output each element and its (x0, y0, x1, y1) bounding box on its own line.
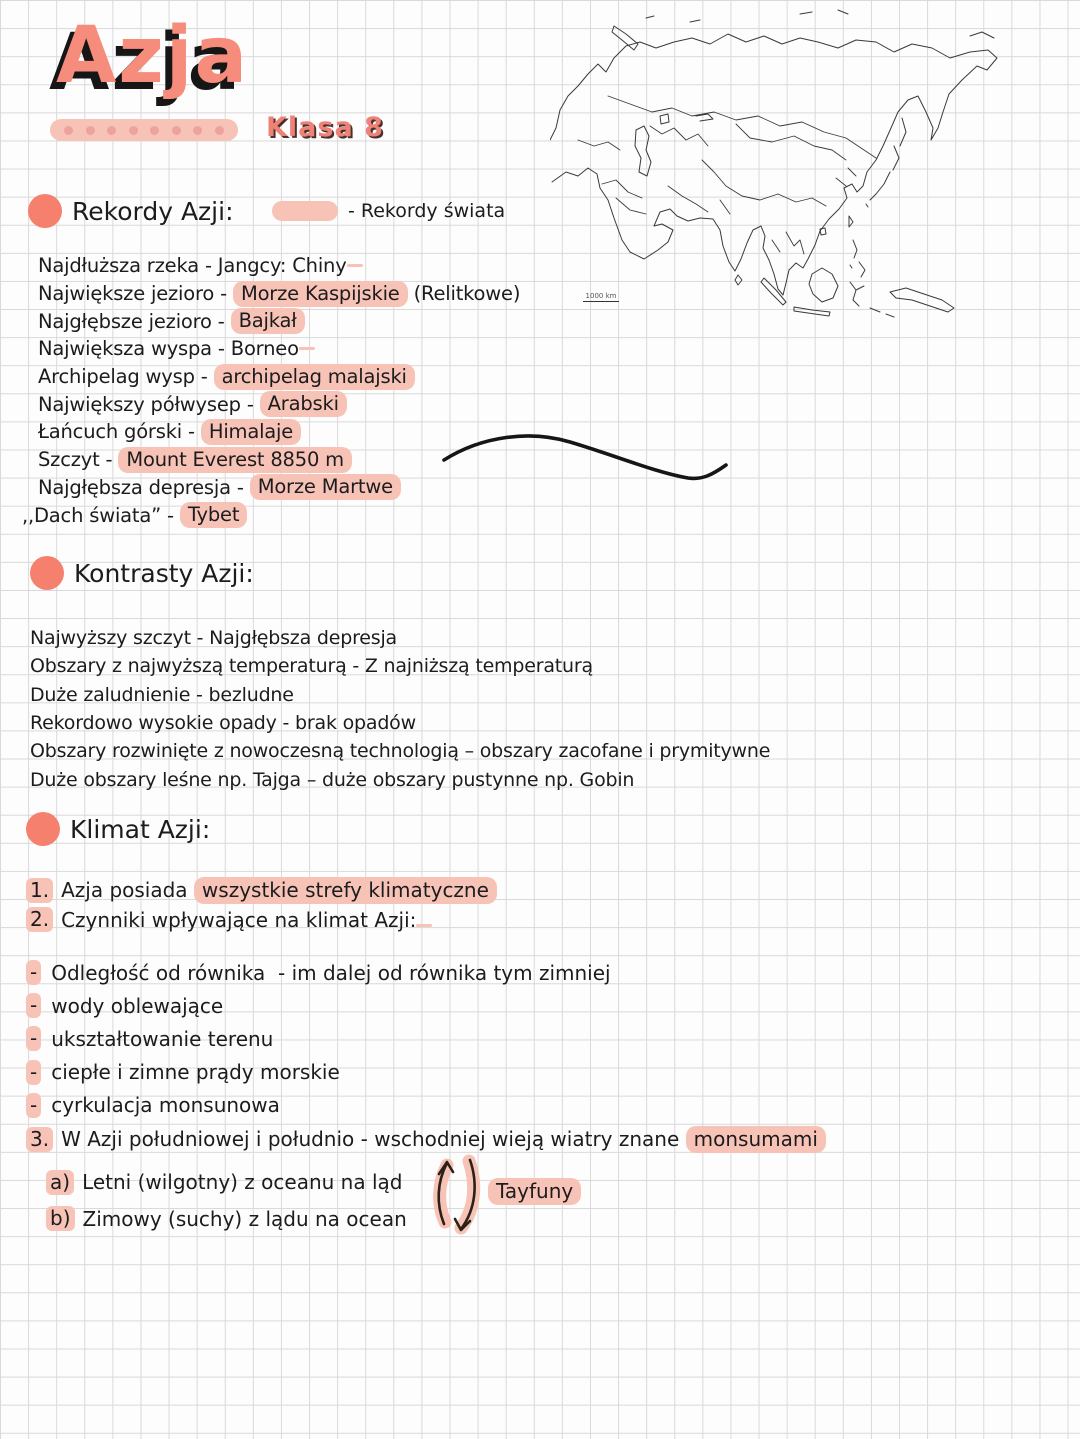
map-scale (583, 292, 619, 302)
list-item: - Odległość od równika - im dalej od równika tym zimniej (26, 956, 611, 989)
wavy-line-doodle (438, 428, 734, 484)
dash-bullet: - (26, 1093, 41, 1118)
climate-factors-list (26, 956, 611, 1122)
dash-bullet: - (26, 993, 41, 1018)
dotted-divider (50, 119, 238, 141)
climate-numbered-list (26, 876, 497, 934)
asia-outline-map (550, 0, 1080, 322)
divider-dot (86, 126, 95, 135)
page-title: Azja (56, 11, 250, 101)
item-number: 3. (26, 1127, 53, 1152)
map-scale-bar (583, 301, 619, 302)
highlighted-term: archipelag malajski (214, 364, 415, 390)
item-letter: a) (46, 1170, 74, 1195)
climate-point-3: 3. W Azji południowej i południo - wschodniej wieją wiatry znane monsumami (26, 1126, 826, 1153)
list-item: Łańcuch górski - Himalaje (38, 418, 520, 446)
highlighted-term (416, 924, 432, 927)
section-header-rekordy (28, 194, 234, 228)
highlighted-term (347, 264, 363, 267)
highlighted-term: Morze Kaspijskie (233, 281, 408, 307)
section-title: Rekordy Azji: (72, 196, 234, 226)
highlighted-term: Himalaje (201, 419, 301, 445)
list-item: Największa wyspa - Borneo (38, 335, 520, 363)
list-item: Najgłębsza depresja - Morze Martwe (38, 474, 520, 502)
list-item: Największy półwysep - Arabski (38, 390, 520, 418)
list-item: Obszary rozwinięte z nowoczesną technologią – obszary zacofane i prymitywne (30, 740, 771, 763)
list-item: Archipelag wysp - archipelag malajski (38, 363, 520, 391)
list-item: Szczyt - Mount Everest 8850 m (38, 446, 520, 474)
contrasts-list (30, 624, 770, 794)
section-bullet-icon (26, 812, 60, 846)
map-scale-label: 1000 km (585, 292, 617, 300)
list-item: - wody oblewające (26, 989, 611, 1022)
list-item: Rekordowo wysokie opady - brak opadów (30, 712, 416, 735)
list-item: Duże obszary leśne np. Tajga – duże obszary pustynne np. Gobin (30, 768, 635, 791)
list-item: a) Letni (wilgotny) z oceanu na ląd (46, 1164, 407, 1201)
divider-dot (129, 126, 138, 135)
divider-dot (64, 126, 73, 135)
dash-bullet: - (26, 960, 41, 985)
highlighted-term: Morze Martwe (250, 474, 401, 500)
divider-dot (172, 126, 181, 135)
dash-bullet: - (26, 1060, 41, 1085)
item-number: 2. (26, 907, 53, 932)
records-list (22, 252, 521, 529)
legend-rekordy-swiata (272, 200, 505, 222)
list-item: Duże zaludnienie - bezludne (30, 683, 294, 706)
highlighted-term: Arabski (260, 391, 347, 417)
highlighted-term: Mount Everest 8850 m (118, 447, 352, 473)
list-item: Najwyższy szczyt - Najgłębsza depresja (30, 627, 397, 650)
page-subtitle: Klasa 8 (266, 112, 384, 143)
highlighted-term: Tybet (180, 502, 247, 528)
asia-coastline (550, 34, 997, 295)
highlighted-term (299, 347, 315, 350)
curved-arrows-icon (428, 1152, 490, 1238)
divider-dot (107, 126, 116, 135)
divider-dot (215, 126, 224, 135)
highlighted-term: Tayfuny (488, 1178, 581, 1205)
list-item: b) Zimowy (suchy) z lądu na ocean (46, 1201, 407, 1238)
list-item: ,,Dach świata” - Tybet (22, 501, 520, 529)
highlight-swatch-icon (272, 201, 338, 221)
typhoon-label (488, 1178, 581, 1205)
highlighted-term: Bajkał (231, 308, 305, 334)
list-item: Najdłuższa rzeka - Jangcy: Chiny (38, 252, 520, 280)
list-item: Największe jezioro - Morze Kaspijskie (Relitkowe) (38, 281, 521, 306)
section-bullet-icon (28, 194, 62, 228)
list-item: - cyrkulacja monsunowa (26, 1089, 611, 1122)
list-item: - ukształtowanie terenu (26, 1022, 611, 1055)
dash-bullet: - (26, 1026, 41, 1051)
section-bullet-icon (30, 556, 64, 590)
divider-dot (150, 126, 159, 135)
legend-label: - Rekordy świata (348, 200, 506, 222)
section-title: Klimat Azji: (70, 814, 211, 844)
divider-dot (193, 126, 202, 135)
list-item: - ciepłe i zimne prądy morskie (26, 1056, 611, 1089)
list-item: 2. Czynniki wpływające na klimat Azji: (26, 905, 497, 934)
list-item: Obszary z najwyższą temperaturą - Z najniższą temperaturą (30, 655, 593, 678)
section-header-kontrasty (30, 556, 254, 590)
highlighted-term: wszystkie strefy klimatyczne (194, 877, 497, 904)
item-number: 1. (26, 878, 53, 903)
list-item: Najgłębsze jezioro - Bajkał (38, 307, 520, 335)
highlighted-term: monsumami (686, 1126, 826, 1153)
list-item: 1. Azja posiada wszystkie strefy klimatyczne (26, 876, 497, 905)
monsoon-subpoints (46, 1164, 407, 1237)
item-letter: b) (46, 1206, 75, 1231)
section-header-klimat (26, 812, 210, 846)
section-title: Kontrasty Azji: (74, 558, 254, 588)
